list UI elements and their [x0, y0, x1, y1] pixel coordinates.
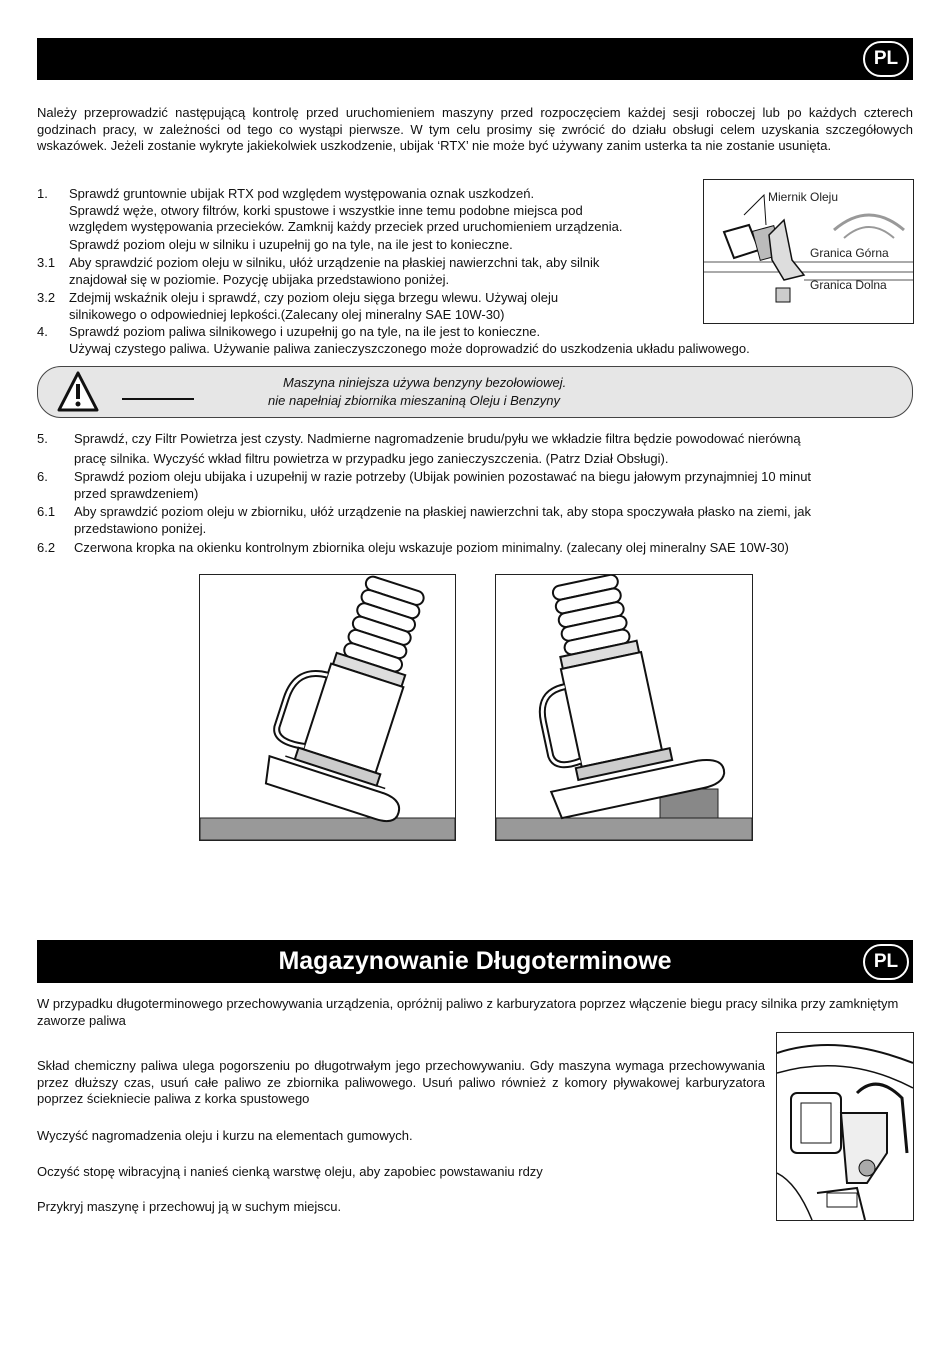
item-number: 1. — [37, 186, 48, 201]
warning-line-1: Maszyna niniejsza używa benzyny bezołowiowej. — [283, 375, 567, 390]
oil-gauge-figure — [703, 179, 914, 324]
item-line: Sprawdź gruntownie ubijak RTX pod względem występowania oznak uszkodzeń. — [69, 186, 535, 201]
item-number: 6.1 — [37, 504, 56, 519]
item-number: 3.1 — [37, 255, 56, 270]
item-line: Aby sprawdzić poziom oleju w silniku, ułóż urządzenie na płaskiej nawierzchni tak, aby silnik — [69, 255, 600, 270]
item-line: Zdejmij wskaźnik oleju i sprawdź, czy poziom oleju sięga brzegu wlewu. Używaj oleju — [69, 290, 559, 305]
storage-paragraph-2: Skład chemiczny paliwa ulega pogorszeniu po długotrwałym jego przechowywaniu. Gdy maszyna wymaga przechowywania przez dłuższy czas, usuń całe paliwo ze zbiornika paliwowego. Usuń paliwo również z komory pływakowej karburyzatora poprzez ściekniecie paliwa z korka spustowego — [37, 1058, 765, 1106]
warning-divider — [122, 398, 194, 400]
item-number: 6.2 — [37, 540, 56, 555]
item-line: pracę silnika. Wyczyść wkład filtru powietrza w przypadku jego zanieczyszczenia. (Patrz Dział Obsługi). — [74, 451, 669, 466]
storage-header-bar — [37, 940, 913, 983]
storage-paragraph-1: W przypadku długoterminowego przechowywania urządzenia, opróżnij paliwo z karburyzatora poprzez włączenie biegu pracy silnika przy zamkniętym zaworze paliwa — [37, 996, 899, 1028]
rammer-level-illustration — [496, 575, 752, 840]
item-line: Aby sprawdzić poziom oleju w zbiorniku, ułóż urządzenie na płaskiej nawierzchni tak, aby stopa spoczywała płasko na ziemi, jak — [74, 504, 812, 519]
intro-paragraph: Należy przeprowadzić następującą kontrolę przed uruchomieniem maszyny przed rozpoczęciem każdej sesji roboczej lub po każdych czterech godzinach pracy, w zależności od tego co wystąpi pierwsze. W tym celu prosimy się zwrócić do działu obsługi celem uzyskania szczegółowych wskazówek. Jeżeli zostanie wykryte jakiekolwiek uszkodzenie, ubijak ‘RTX’ nie może być używany zanim usterka ta nie zostanie usunięta. — [37, 105, 913, 153]
item-line: silnikowego o odpowiedniej lepkości.(Zalecany olej mineralny SAE 10W-30) — [69, 307, 505, 322]
warning-triangle-icon — [56, 370, 100, 414]
storage-header-title: Magazynowanie Długoterminowe — [278, 947, 672, 975]
warning-line-2: nie napełniaj zbiornika mieszaniną Oleju i Benzyny — [268, 393, 560, 408]
item-line: Sprawdź poziom oleju w silniku i uzupełnij go na tyle, na ile jest to konieczne. — [69, 237, 513, 252]
item-line: Sprawdź węże, otwory filtrów, korki spustowe i wszystkie inne temu podobne miejsca pod — [69, 203, 583, 218]
storage-paragraph-4: Oczyść stopę wibracyjną i nanieś cienką warstwę oleju, aby zapobiec powstawaniu rdzy — [37, 1164, 543, 1179]
item-line: znajdował się w poziomie. Pozycję ubijaka przedstawiono poniżej. — [69, 272, 450, 287]
item-line: Sprawdź poziom paliwa silnikowego i uzupełnij go na tyle, na ile jest to konieczne. — [69, 324, 541, 339]
label-upper-limit: Granica Górna — [810, 246, 889, 260]
item-line: Sprawdź, czy Filtr Powietrza jest czysty. Nadmierne nagromadzenie brudu/pyłu we wkładzie filtra będzie powodować nierówną — [74, 431, 801, 446]
rammer-figure-level — [495, 574, 753, 841]
item-line: Czerwona kropka na okienku kontrolnym zbiornika oleju wskazuje poziom minimalny. (zalecany olej mineralny SAE 10W-30) — [74, 540, 789, 555]
warning-box — [37, 366, 913, 418]
item-line: Sprawdź poziom oleju ubijaka i uzupełnij w razie potrzeby (Ubijak powinien pozostawać na biegu jałowym przynajmniej 10 minut — [74, 469, 812, 484]
item-line: względem występowania przecieków. Zamknij każdy przeciek przed uruchomieniem urządzenia. — [69, 219, 623, 234]
item-number: 3.2 — [37, 290, 56, 305]
language-badge-top: PL — [863, 41, 909, 77]
top-header-bar — [37, 38, 913, 80]
rammer-figure-tilted — [199, 574, 456, 841]
storage-paragraph-3: Wyczyść nagromadzenia oleju i kurzu na elementach gumowych. — [37, 1128, 413, 1143]
item-line: przed sprawdzeniem) — [74, 486, 199, 501]
rammer-tilted-illustration — [200, 575, 455, 840]
item-number: 5. — [37, 431, 48, 446]
item-line: Używaj czystego paliwa. Używanie paliwa zanieczyszczonego może doprowadzić do uszkodzenia układu paliwowego. — [69, 341, 750, 356]
storage-paragraph-5: Przykryj maszynę i przechowuj ją w suchym miejscu. — [37, 1199, 342, 1214]
item-number: 6. — [37, 469, 48, 484]
item-line: przedstawiono poniżej. — [74, 521, 207, 536]
item-number: 4. — [37, 324, 48, 339]
language-badge-storage: PL — [863, 944, 909, 980]
carburetor-figure — [776, 1032, 914, 1221]
label-lower-limit: Granica Dolna — [810, 278, 887, 292]
carburetor-illustration — [777, 1033, 913, 1220]
label-oil-gauge: Miernik Oleju — [768, 190, 839, 204]
